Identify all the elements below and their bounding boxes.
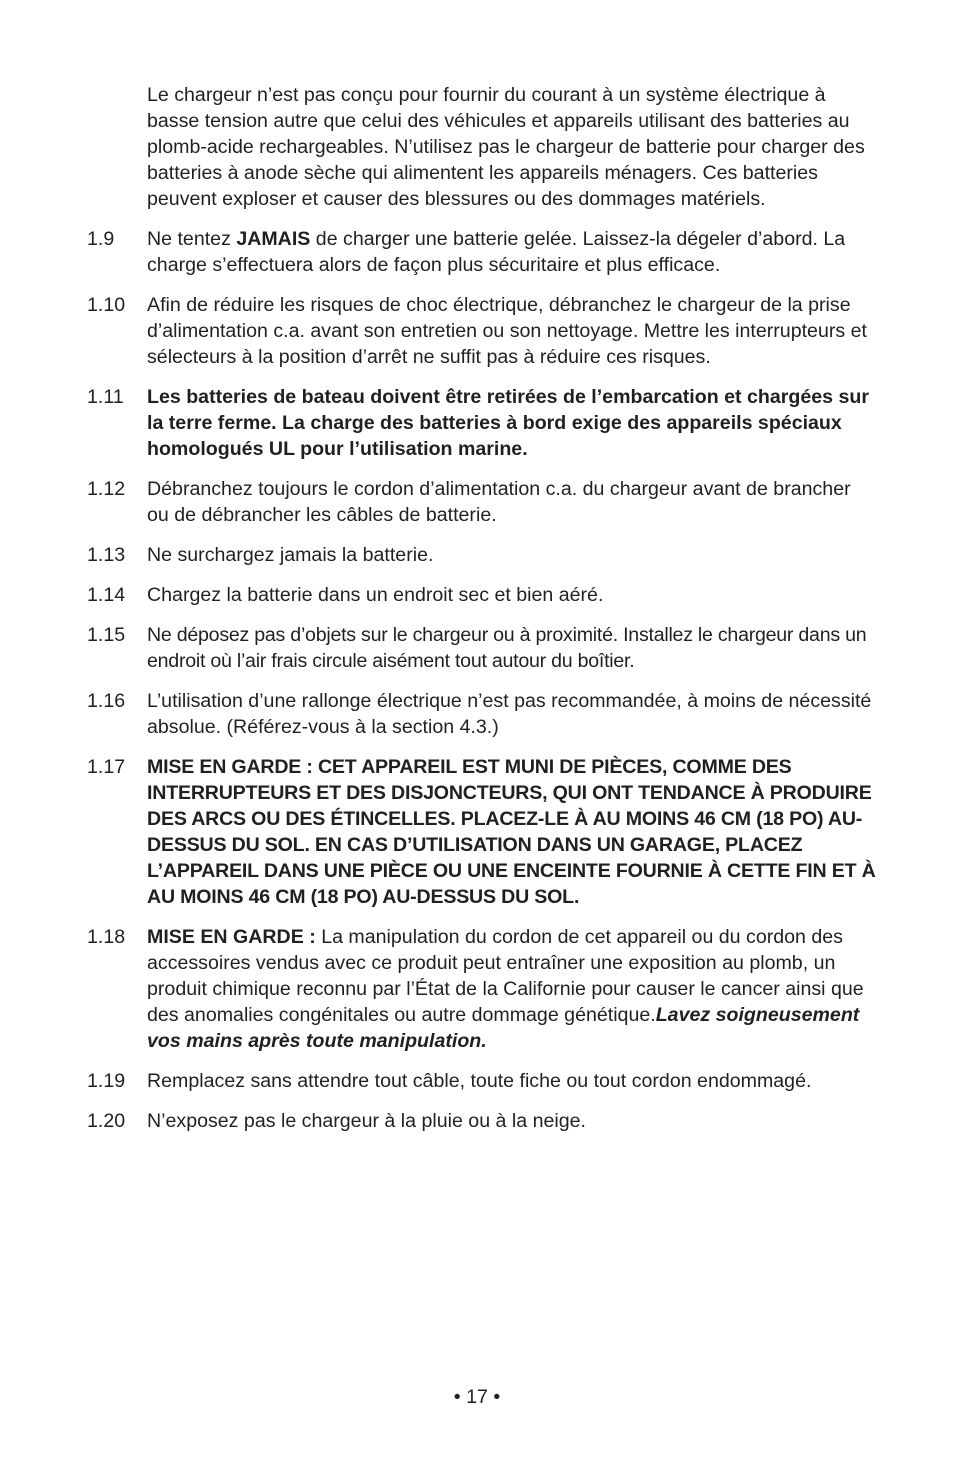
item-text: Chargez la batterie dans un endroit sec et bien aéré. [147, 584, 604, 606]
item-number: 1.13 [87, 544, 126, 566]
list-item-1-11 [87, 384, 877, 462]
item-text: Les batteries de bateau doivent être retirées de l’embarcation et chargées sur la terre ferme. La charge des batteries à bord exige des appareils spéciaux homologués UL pour l’utilisation marine. [147, 386, 869, 460]
list-item-1-15 [87, 622, 877, 674]
item-number: 1.9 [87, 228, 115, 250]
item-number: 1.16 [87, 690, 126, 712]
list-item-1-10 [87, 292, 877, 370]
item-number: 1.17 [87, 756, 126, 778]
item-text: Ne déposez pas d’objets sur le chargeur ou à proximité. Installez le chargeur dans un endroit où l’air frais circule aisément tout autour du boîtier. [147, 624, 867, 672]
emphasis-jamais: JAMAIS [236, 228, 311, 250]
wash-hands-notice: Lavez soigneusement vos mains après toute manipulation. [147, 1004, 860, 1052]
item-text: Ne surchargez jamais la batterie. [147, 544, 434, 566]
item-text: MISE EN GARDE : La manipulation du cordon de cet appareil ou du cordon des accessoires vendus avec ce produit peut entraîner une exposition au plomb, un produit chimique reconnu par l’État de la Californie pour causer le cancer ainsi que des anomalies congénitales ou autre dommage génétique.Lavez soigneusement vos mains après toute manipulation. [147, 926, 864, 1052]
item-text: Débranchez toujours le cordon d’alimentation c.a. du chargeur avant de brancher ou de débrancher les câbles de batterie. [147, 478, 851, 526]
list-item-1-12 [87, 476, 877, 528]
item-text: Remplacez sans attendre tout câble, toute fiche ou tout cordon endommagé. [147, 1070, 812, 1092]
item-number: 1.12 [87, 478, 126, 500]
item-text: Ne tentez JAMAIS de charger une batterie gelée. Laissez-la dégeler d’abord. La charge s’effectuera alors de façon plus sécuritaire et plus efficace. [147, 228, 846, 276]
list-item-1-13 [87, 542, 877, 568]
item-text: Afin de réduire les risques de choc électrique, débranchez le chargeur de la prise d’alimentation c.a. avant son entretien ou son nettoyage. Mettre les interrupteurs et sélecteurs à la position d’arrêt ne suffit pas à réduire ces risques. [147, 294, 867, 368]
item-number: 1.11 [87, 386, 124, 408]
item-number: 1.14 [87, 584, 126, 606]
item-number: 1.15 [87, 624, 126, 646]
intro-paragraph: Le chargeur n’est pas conçu pour fournir du courant à un système électrique à basse tension autre que celui des véhicules et appareils utilisant des batteries au plomb-acide rechargeables. N’utilisez pas le chargeur de batterie pour charger des batteries à anode sèche qui alimentent les appareils ménagers. Ces batteries peuvent exploser et causer des blessures ou des dommages matériels. [147, 84, 865, 210]
warning-label: MISE EN GARDE : [147, 926, 316, 948]
list-item-1-19 [87, 1068, 877, 1094]
page-number: • 17 • [453, 1386, 501, 1408]
item-number: 1.20 [87, 1110, 126, 1132]
list-item-1-17 [87, 754, 877, 910]
list-item-1-16 [87, 688, 877, 740]
list-item-1-9 [87, 226, 877, 278]
warning-text: MISE EN GARDE : CET APPAREIL EST MUNI DE PIÈCES, COMME DES INTERRUPTEURS ET DES DISJONCTEURS, QUI ONT TENDANCE À PRODUIRE DES ARCS OU DES ÉTINCELLES. PLACEZ-LE À AU MOINS 46 CM (18 PO) AU-DESSUS DU SOL. EN CAS D’UTILISATION DANS UN GARAGE, PLACEZ L’APPAREIL DANS UNE PIÈCE OU UNE ENCEINTE FOURNIE À CETTE FIN ET À AU MOINS 46 CM (18 PO) AU-DESSUS DU SOL. [147, 756, 876, 908]
list-item-1-20 [87, 1108, 877, 1134]
item-number: 1.10 [87, 294, 126, 316]
list-item-1-14 [87, 582, 877, 608]
item-number: 1.19 [87, 1070, 126, 1092]
safety-instructions [87, 82, 877, 1148]
list-item-1-18 [87, 924, 877, 1054]
item-number: 1.18 [87, 926, 126, 948]
item-text: N’exposez pas le chargeur à la pluie ou à la neige. [147, 1110, 586, 1132]
item-text: L’utilisation d’une rallonge électrique n’est pas recommandée, à moins de nécessité absolue. (Référez-vous à la section 4.3.) [147, 690, 872, 738]
